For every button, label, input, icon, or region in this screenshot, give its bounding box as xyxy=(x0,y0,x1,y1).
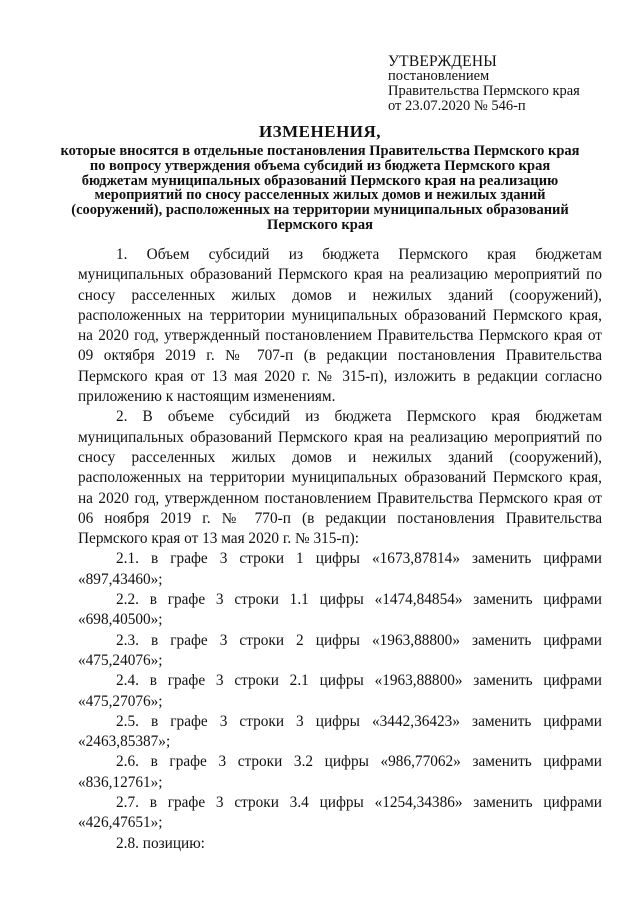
document-title xyxy=(60,122,580,233)
approval-heading: УТВЕРЖДЕНЫ xyxy=(388,53,497,70)
paragraph-2-6: 2.6. в графе 3 строки 3.2 цифры «986,77062» заменить цифрами «836,12761»; xyxy=(78,753,602,791)
paragraph-1: 1. Объем субсидий из бюджета Пермского края бюджетам муниципальных образований Пермского края на реализацию мероприятий по сносу расселенных жилых домов и нежилых зданий (сооружений), расположенных на территории муниципальных образований Пермского края, на 2020 год, утвержденный постановлением Правительства Пермского края от 09 октября 2019 г. № 707-п (в редакции постановления Правительства Пермского края от 13 мая 2020 г. № 315-п), изложить в редакции согласно приложению к настоящим изменениям. xyxy=(78,246,602,406)
document-body xyxy=(78,245,602,854)
approval-line-2: Правительства Пермского края xyxy=(388,83,580,99)
paragraph-2-4: 2.4. в графе 3 строки 2.1 цифры «1963,88800» заменить цифрами «475,27076»; xyxy=(78,672,602,710)
paragraph-2-1: 2.1. в графе 3 строки 1 цифры «1673,87814» заменить цифрами «897,43460»; xyxy=(78,550,602,588)
paragraph-2-8: 2.8. позицию: xyxy=(116,834,205,852)
paragraph-2-7: 2.7. в графе 3 строки 3.4 цифры «1254,34386» заменить цифрами «426,47651»; xyxy=(78,794,602,832)
approval-stamp xyxy=(388,54,618,114)
approval-line-1: постановлением xyxy=(388,68,490,84)
approval-line-3: от 23.07.2020 № 546-п xyxy=(388,98,526,114)
paragraph-2-5: 2.5. в графе 3 строки 3 цифры «3442,36423» заменить цифрами «2463,85387»; xyxy=(78,712,602,751)
title-main: ИЗМЕНЕНИЯ, xyxy=(258,122,382,141)
title-subtitle: которые вносятся в отдельные постановления Правительства Пермского края по вопросу утверждения объема субсидий из бюджета Пермского края бюджетам муниципальных образований Пермского края на реализацию мероприятий по сносу расселенных жилых домов и нежилых зданий (сооружений), расположенных на территории муниципальных образований Пермского края xyxy=(60,143,580,233)
paragraph-2: 2. В объеме субсидий из бюджета Пермского края бюджетам муниципальных образований Пермского края на реализацию мероприятий по сносу расселенных жилых домов и нежилых зданий (сооружений), расположенных на территории муниципальных образований Пермского края, на 2020 год, утвержденном постановлением Правительства Пермского края от 06 ноября 2019 г. № 770-п (в редакции постановления Правительства Пермского края от 13 мая 2020 г. № 315-п): xyxy=(78,408,602,548)
paragraph-2-2: 2.2. в графе 3 строки 1.1 цифры «1474,84854» заменить цифрами «698,40500»; xyxy=(78,591,602,629)
paragraph-2-3: 2.3. в графе 3 строки 2 цифры «1963,88800» заменить цифрами «475,24076»; xyxy=(78,631,602,669)
